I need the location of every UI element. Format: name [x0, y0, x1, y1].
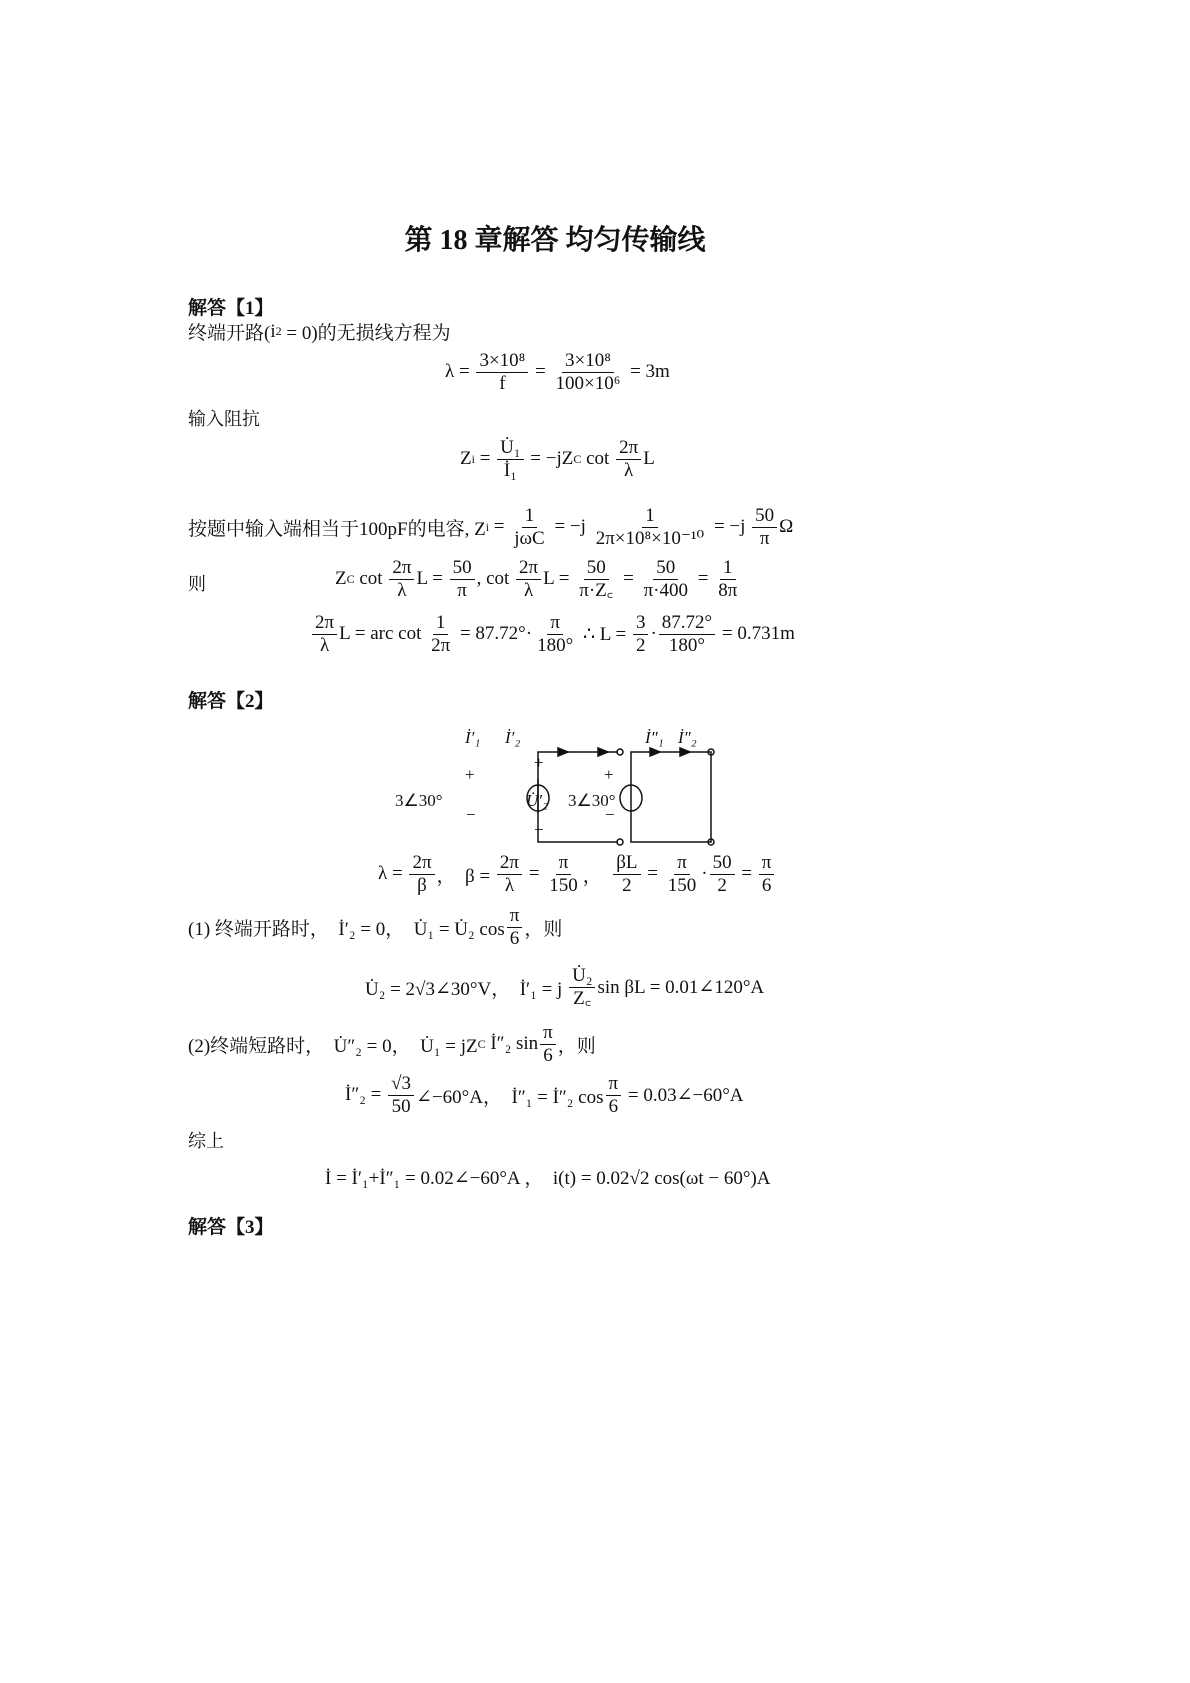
arrow-icon — [598, 748, 608, 756]
math-text: i — [270, 320, 276, 342]
solution-2-heading: 解答【2】 — [188, 691, 274, 712]
math-text: λ = — [378, 863, 408, 885]
math-text: ，则 — [524, 918, 563, 940]
then-label: 则 — [188, 574, 206, 594]
fraction — [659, 612, 715, 657]
math-text: cot — [581, 448, 615, 470]
math-text: = — [489, 516, 510, 538]
fraction — [476, 350, 528, 395]
math-text: L = — [543, 568, 575, 590]
math-text: = — [642, 863, 663, 885]
fraction — [511, 505, 547, 550]
denominator: λ — [504, 874, 515, 896]
fraction — [540, 1022, 556, 1067]
fraction — [553, 350, 624, 395]
math-text: sin βL = 0.01∠120°A — [597, 976, 765, 998]
denominator: 6 — [509, 927, 520, 949]
numerator: 2π — [409, 852, 434, 875]
denominator: π·400 — [643, 579, 688, 601]
circuit-diagram — [380, 715, 740, 850]
fraction — [312, 612, 337, 657]
fraction — [576, 557, 616, 602]
denominator: π·Z꜀ — [579, 579, 614, 601]
denominator: λ — [523, 579, 534, 601]
math-text: = — [530, 361, 551, 383]
solution-1-heading: 解答【1】 — [188, 298, 274, 319]
subscript: C — [573, 451, 582, 466]
denominator: f — [499, 372, 506, 394]
math-text: İ″₂ sin — [485, 1033, 539, 1055]
denominator: 2π×10⁸×10⁻¹⁰ — [595, 527, 705, 549]
open-circuit-result — [365, 965, 764, 1010]
arrow-icon — [680, 748, 690, 756]
math-text: , cot — [476, 568, 515, 590]
math-text: Z — [460, 448, 472, 470]
fraction — [450, 557, 475, 602]
numerator: 3×10⁸ — [476, 350, 528, 373]
short-circuit-result — [345, 1073, 744, 1118]
denominator: 2 — [635, 634, 646, 656]
page-title: 第 18 章解答 均匀传输线 — [404, 225, 706, 256]
subscript: i — [485, 519, 490, 534]
open-circuit-case — [188, 905, 562, 950]
solution-1-intro — [188, 318, 451, 345]
voltage-label: U̇′₂ — [526, 791, 548, 810]
math-text: = 3m — [625, 361, 670, 383]
numerator: 2π — [516, 557, 541, 580]
fraction — [409, 852, 434, 897]
source-minus: − — [466, 805, 476, 824]
math-text: = — [524, 863, 545, 885]
fraction — [534, 612, 576, 657]
denominator: 6 — [761, 874, 772, 896]
subscript: 2 — [275, 324, 282, 338]
summary-label: 综上 — [188, 1131, 224, 1151]
denominator: λ — [397, 579, 407, 601]
numerator: 50 — [653, 557, 678, 580]
math-text: = — [474, 448, 496, 470]
math-text: 按题中输入端相当于100pF的电容, Z — [188, 518, 486, 540]
subscript: i — [471, 451, 475, 466]
numerator: 50 — [752, 505, 777, 528]
math-text: = — [693, 568, 714, 590]
math-text: cot — [354, 568, 388, 590]
fraction — [641, 557, 691, 602]
current-label: İ′₂ — [505, 728, 521, 747]
math-text: ，则 — [557, 1035, 596, 1057]
denominator: π — [759, 527, 770, 549]
denominator: π — [457, 579, 467, 601]
numerator: π — [759, 852, 775, 875]
fraction — [497, 437, 523, 482]
numerator: U̇₂ — [569, 965, 595, 988]
length-equation — [310, 612, 795, 657]
numerator: √3 — [388, 1073, 414, 1096]
fraction — [546, 852, 581, 897]
fraction — [715, 557, 740, 602]
fraction — [752, 505, 777, 550]
math-text: L — [643, 448, 655, 470]
short-circuit — [620, 748, 714, 845]
math-text: = 87.72°· — [455, 623, 533, 645]
source-label: 3∠30° — [395, 791, 443, 810]
cot-equation — [335, 557, 742, 602]
denominator: 6 — [608, 1095, 619, 1117]
input-impedance-equation — [460, 437, 655, 482]
math-text: L = — [416, 568, 448, 590]
math-text: U̇₂ = 2√3∠30°V， İ′₁ = j — [365, 978, 568, 1000]
fraction — [759, 852, 775, 897]
solution-3-heading: 解答【3】 — [188, 1217, 274, 1238]
numerator: 50 — [584, 557, 609, 580]
denominator: 2 — [717, 874, 727, 896]
current-label: İ″₁ — [645, 728, 664, 747]
math-text: = −j — [709, 516, 751, 538]
denominator: İ₁ — [503, 459, 517, 481]
subscript: C — [477, 1036, 486, 1051]
capacitance-equation — [188, 505, 793, 550]
denominator: 150 — [667, 874, 697, 896]
fraction — [516, 557, 541, 602]
fraction — [497, 852, 522, 897]
numerator: 50 — [450, 557, 475, 580]
denominator: 8π — [718, 579, 738, 601]
math-text: ∴ L = — [578, 623, 631, 645]
math-text: = 0.731m — [717, 623, 795, 645]
math-text: = — [618, 568, 639, 590]
numerator: 87.72° — [659, 612, 715, 635]
wavelength-equation — [445, 350, 670, 395]
numerator: π — [547, 612, 563, 635]
math-text: ∠−60°A， İ″₁ = İ″₂ cos — [416, 1086, 604, 1108]
math-text: Ω — [779, 516, 794, 538]
numerator: 2π — [497, 852, 522, 875]
numerator: 1 — [642, 505, 658, 528]
math-text: (1) 终端开路时， İ′₂ = 0， U̇₁ = U̇₂ cos — [188, 918, 505, 940]
math-text: = −j — [549, 516, 591, 538]
numerator: π — [507, 905, 523, 928]
denominator: 6 — [543, 1044, 553, 1066]
denominator: 180° — [537, 634, 574, 656]
math-text: = — [736, 863, 757, 885]
denominator: 150 — [549, 874, 578, 896]
denominator: λ — [319, 634, 330, 656]
fraction — [613, 852, 640, 897]
denominator: 100×10⁶ — [555, 372, 621, 394]
numerator: 2π — [616, 437, 641, 460]
short-circuit-case — [188, 1022, 596, 1067]
numerator: 1 — [720, 557, 736, 580]
fraction — [593, 505, 708, 550]
numerator: 1 — [522, 505, 538, 528]
denominator: Z꜀ — [573, 987, 592, 1009]
math-text: Z — [335, 568, 347, 590]
subscript: C — [346, 571, 355, 586]
math-text: λ = — [445, 361, 475, 383]
numerator: π — [540, 1022, 556, 1045]
numerator: 1 — [433, 612, 449, 635]
numerator: π — [606, 1073, 622, 1096]
fraction — [616, 437, 641, 482]
denominator: λ — [624, 459, 634, 481]
fraction — [633, 612, 649, 657]
numerator: 3×10⁸ — [562, 350, 614, 373]
denominator: 50 — [391, 1095, 411, 1117]
source-plus: + — [604, 765, 614, 784]
math-text: = 0.03∠−60°A — [623, 1084, 744, 1106]
numerator: U̇₁ — [497, 437, 523, 460]
fraction — [507, 905, 523, 950]
math-text: · — [701, 863, 708, 885]
arrow-icon — [558, 748, 568, 756]
math-text: = −jZ — [525, 448, 574, 470]
beta-equation — [378, 852, 776, 897]
fraction — [428, 612, 453, 657]
current-label: İ′₁ — [465, 728, 481, 747]
numerator: βL — [613, 852, 640, 875]
input-impedance-label: 输入阻抗 — [188, 409, 260, 429]
numerator: 2π — [312, 612, 337, 635]
numerator: 2π — [389, 557, 414, 580]
arrow-icon — [650, 748, 660, 756]
fraction — [389, 557, 414, 602]
output-minus: − — [534, 820, 544, 839]
numerator: 3 — [633, 612, 649, 635]
source-label: 3∠30° — [568, 791, 616, 810]
denominator: 2 — [622, 874, 632, 896]
math-text: ， — [582, 865, 612, 887]
source-minus: − — [605, 805, 615, 824]
fraction — [388, 1073, 414, 1118]
denominator: 2π — [431, 634, 451, 656]
fraction — [665, 852, 700, 897]
fraction — [606, 1073, 622, 1118]
math-text: 终端开路( — [188, 323, 271, 344]
math-text: İ = İ′₁+İ″₁ = 0.02∠−60°A ， i(t) = 0.02√2 cos(ωt − 60°)A — [325, 1168, 771, 1189]
fraction — [710, 852, 735, 897]
math-text: (2)终端短路时， U̇″₂ = 0， U̇₁ = jZ — [188, 1035, 478, 1057]
current-label: İ″₂ — [678, 728, 697, 747]
math-text: İ″₂ = — [345, 1084, 387, 1106]
math-text: · — [650, 623, 657, 645]
fraction — [569, 965, 595, 1010]
denominator: jωC — [514, 527, 545, 549]
denominator: β — [417, 874, 427, 896]
total-current-equation — [325, 1163, 771, 1190]
numerator: π — [674, 852, 690, 875]
numerator: 50 — [710, 852, 735, 875]
source-plus: + — [465, 765, 475, 784]
numerator: π — [556, 852, 572, 875]
math-text: ， β = — [436, 865, 495, 887]
math-text: = 0)的无损线方程为 — [281, 323, 451, 344]
output-plus: + — [534, 753, 544, 772]
denominator: 180° — [668, 634, 705, 656]
math-text: L = arc cot — [339, 623, 427, 645]
